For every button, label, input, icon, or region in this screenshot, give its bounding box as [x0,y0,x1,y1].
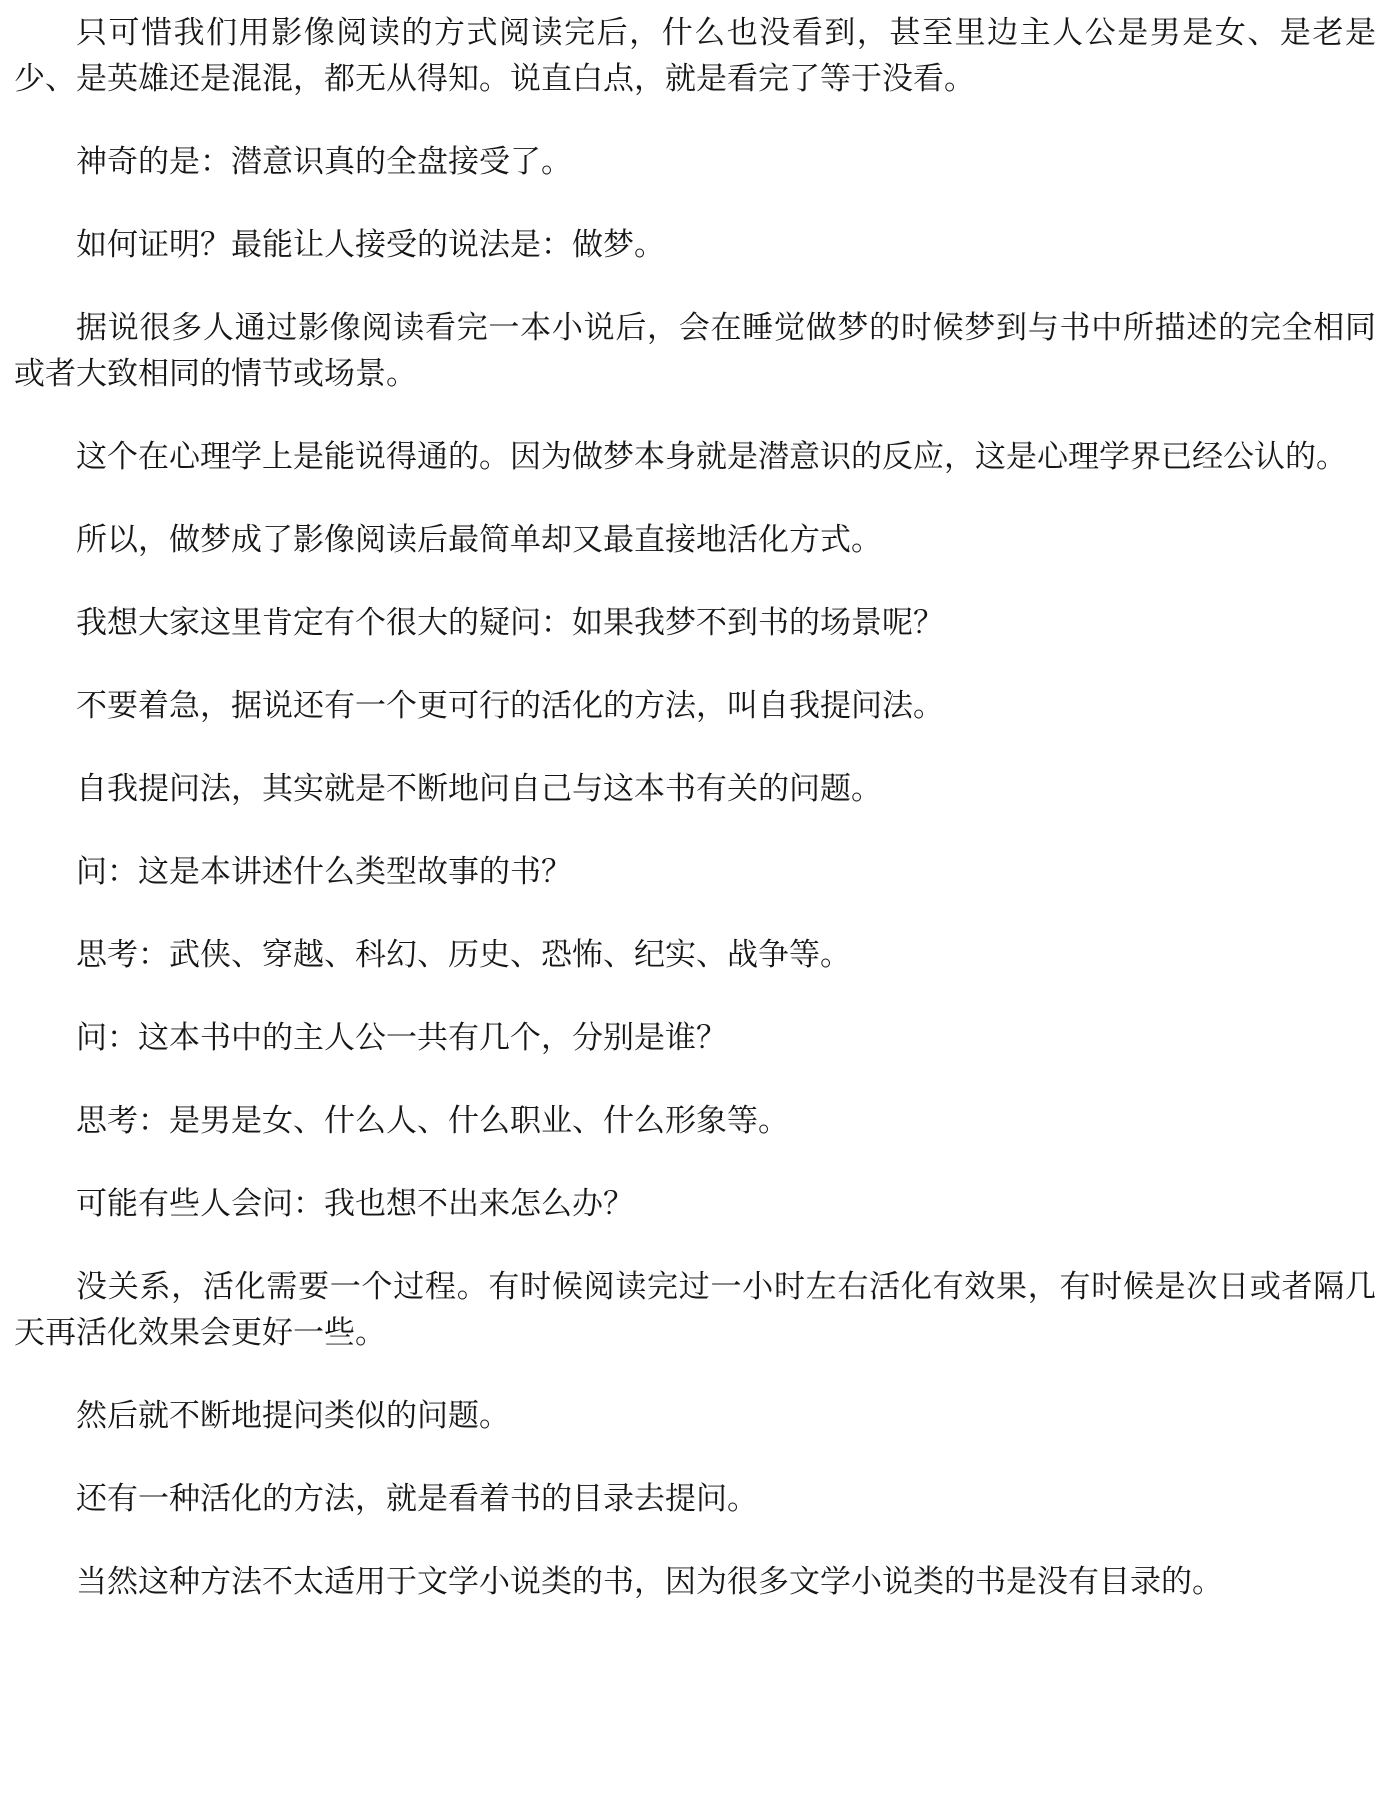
paragraph: 我想大家这里肯定有个很大的疑问：如果我梦不到书的场景呢？ [76,605,944,641]
paragraph: 问：这本书中的主人公一共有几个，分别是谁？ [76,1020,727,1056]
paragraph: 然后就不断地提问类似的问题。 [76,1398,510,1434]
paragraph: 据说很多人通过影像阅读看完一本小说后，会在睡觉做梦的时候梦到与书中所描述的完全相同或者大致相同的情节或场景。 [14,310,1376,392]
paragraph: 这个在心理学上是能说得通的。因为做梦本身就是潜意识的反应，这是心理学界已经公认的。 [76,439,1347,475]
paragraph: 不要着急，据说还有一个更可行的活化的方法，叫自我提问法。 [76,688,944,724]
paragraph: 只可惜我们用影像阅读的方式阅读完后，什么也没看到，甚至里边主人公是男是女、是老是少、是英雄还是混混，都无从得知。说直白点，就是看完了等于没看。 [14,15,1376,97]
paragraph: 神奇的是：潜意识真的全盘接受了。 [76,144,572,180]
document-page [14,10,1376,1642]
paragraph: 思考：武侠、穿越、科幻、历史、恐怖、纪实、战争等。 [76,937,851,973]
paragraph: 所以，做梦成了影像阅读后最简单却又最直接地活化方式。 [76,522,882,558]
paragraph: 当然这种方法不太适用于文学小说类的书，因为很多文学小说类的书是没有目录的。 [76,1564,1223,1600]
paragraph: 自我提问法，其实就是不断地问自己与这本书有关的问题。 [76,771,882,807]
paragraph: 没关系，活化需要一个过程。有时候阅读完过一小时左右活化有效果，有时候是次日或者隔几天再活化效果会更好一些。 [14,1269,1376,1351]
paragraph: 如何证明？最能让人接受的说法是：做梦。 [76,227,665,263]
paragraph: 思考：是男是女、什么人、什么职业、什么形象等。 [76,1103,789,1139]
paragraph: 问：这是本讲述什么类型故事的书？ [76,854,572,890]
paragraph: 还有一种活化的方法，就是看着书的目录去提问。 [76,1481,758,1517]
paragraph: 可能有些人会问：我也想不出来怎么办？ [76,1186,634,1222]
